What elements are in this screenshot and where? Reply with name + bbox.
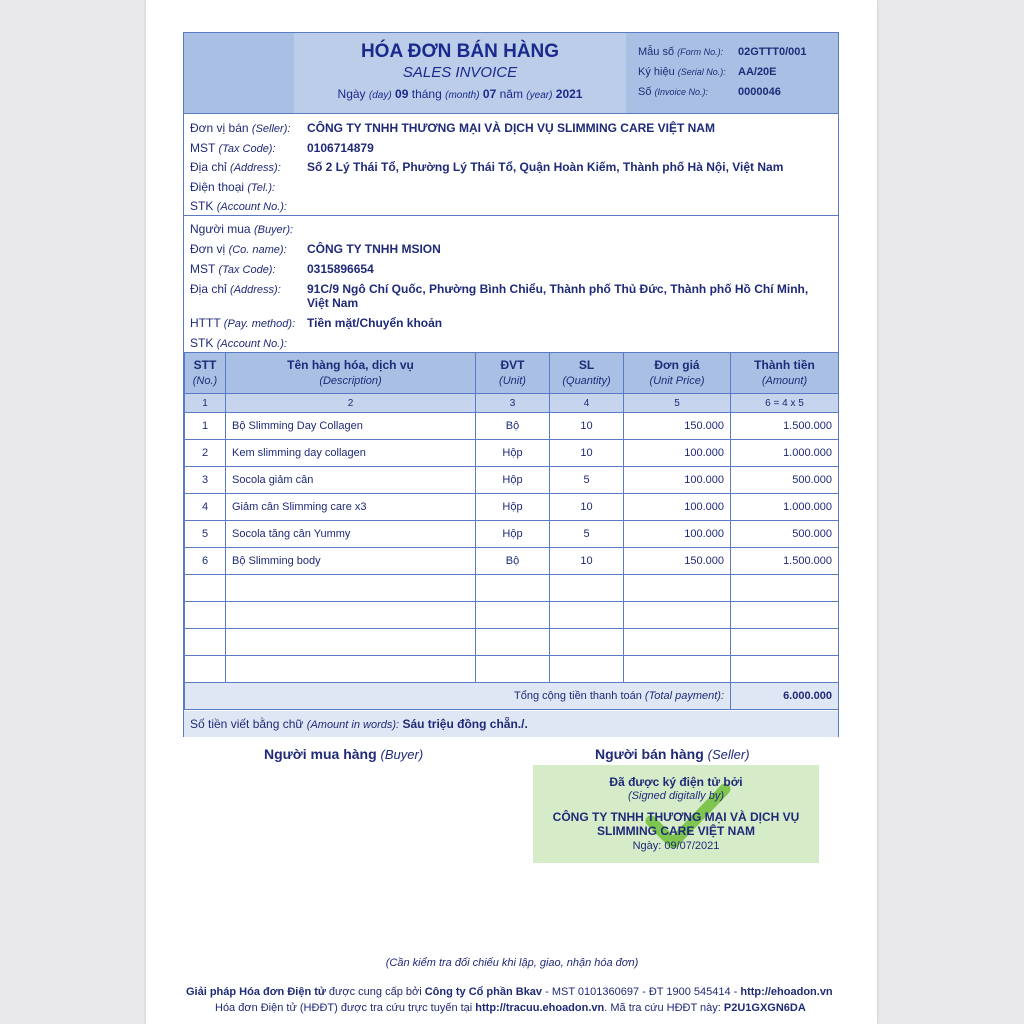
empty-row bbox=[185, 575, 839, 602]
seller-address: Số 2 Lý Thái Tổ, Phường Lý Thái Tổ, Quận Hoàn Kiếm, Thành phố Hà Nội, Việt Nam bbox=[307, 160, 784, 174]
cell-amount: 1.500.000 bbox=[731, 413, 839, 440]
total-row bbox=[185, 683, 839, 710]
buyer-label-row: Người mua (Buyer): bbox=[190, 222, 294, 236]
seller-section bbox=[184, 114, 838, 216]
cell-no: 2 bbox=[185, 440, 226, 467]
table-row bbox=[185, 467, 839, 494]
cell-desc: Socola giảm cân bbox=[226, 467, 476, 494]
buyer-tax: 0315896654 bbox=[307, 262, 374, 276]
stamp-date: Ngày: 09/07/2021 bbox=[632, 840, 720, 852]
buyer-section bbox=[184, 216, 838, 352]
cell-price: 100.000 bbox=[624, 440, 731, 467]
cell-desc: Kem slimming day collagen bbox=[226, 440, 476, 467]
seller-name-row: Đơn vị bán (Seller): bbox=[190, 121, 291, 135]
header-left-box bbox=[184, 33, 294, 113]
cell-amount: 500.000 bbox=[731, 521, 839, 548]
buyer-pay-row: HTTT (Pay. method): bbox=[190, 316, 296, 330]
tracuu-link[interactable]: http://tracuu.ehoadon.vn bbox=[475, 1002, 605, 1014]
cell-desc: Giảm cân Slimming care x3 bbox=[226, 494, 476, 521]
empty-row bbox=[185, 629, 839, 656]
table-row bbox=[185, 440, 839, 467]
seller-signature-label: Người bán hàng (Seller) bbox=[595, 746, 750, 762]
buyer-address-row: Địa chỉ (Address): bbox=[190, 282, 281, 296]
cell-qty: 10 bbox=[550, 440, 624, 467]
invoice-header bbox=[184, 33, 838, 114]
title-en: SALES INVOICE bbox=[402, 64, 518, 81]
invoice-frame bbox=[183, 32, 839, 737]
invoice-no: Số (Invoice No.): 0000046 bbox=[638, 86, 781, 98]
cell-unit: Hộp bbox=[476, 467, 550, 494]
cell-qty: 5 bbox=[550, 521, 624, 548]
col-header-no: STT (No.) bbox=[185, 353, 226, 394]
buyer-pay-method: Tiền mặt/Chuyển khoản bbox=[307, 316, 443, 330]
col-header-unit: ĐVT (Unit) bbox=[476, 353, 550, 394]
cell-no: 5 bbox=[185, 521, 226, 548]
index-cell: 2 bbox=[226, 394, 476, 413]
ehoadon-link[interactable]: http://ehoadon.vn bbox=[740, 986, 833, 998]
cell-qty: 10 bbox=[550, 494, 624, 521]
seller-name: CÔNG TY TNHH THƯƠNG MẠI VÀ DỊCH VỤ SLIMMING CARE VIỆT NAM bbox=[307, 121, 715, 135]
footer-provider: Giải pháp Hóa đơn Điện tử được cung cấp bởi Công ty Cổ phần Bkav - MST 0101360697 - ĐT 1900 545414 - http://ehoadon.vn bbox=[186, 986, 833, 998]
title-block bbox=[294, 33, 626, 113]
cell-no: 4 bbox=[185, 494, 226, 521]
digital-signature-stamp bbox=[533, 765, 819, 863]
cell-no: 3 bbox=[185, 467, 226, 494]
cell-no: 1 bbox=[185, 413, 226, 440]
table-row bbox=[185, 494, 839, 521]
buyer-address-line1: 91C/9 Ngô Chí Quốc, Phường Bình Chiểu, Thành phố Thủ Đức, Thành phố Hồ Chí Minh, bbox=[307, 282, 809, 296]
table-header-row bbox=[185, 353, 839, 394]
seller-tax-row: MST (Tax Code): bbox=[190, 141, 276, 155]
cell-unit: Hộp bbox=[476, 521, 550, 548]
cell-amount: 1.500.000 bbox=[731, 548, 839, 575]
table-row bbox=[185, 413, 839, 440]
cell-price: 100.000 bbox=[624, 494, 731, 521]
buyer-co-row: Đơn vị (Co. name): bbox=[190, 242, 287, 256]
index-cell: 5 bbox=[624, 394, 731, 413]
cell-unit: Bộ bbox=[476, 413, 550, 440]
index-cell: 6 = 4 x 5 bbox=[731, 394, 839, 413]
empty-row bbox=[185, 602, 839, 629]
seller-account-row: STK (Account No.): bbox=[190, 199, 287, 213]
buyer-account-row: STK (Account No.): bbox=[190, 336, 287, 350]
invoice-meta bbox=[636, 43, 836, 103]
col-header-desc: Tên hàng hóa, dịch vụ (Description) bbox=[226, 353, 476, 394]
cell-price: 100.000 bbox=[624, 467, 731, 494]
stamp-signed-by-en: (Signed digitally by) bbox=[628, 790, 724, 802]
cell-unit: Hộp bbox=[476, 494, 550, 521]
stamp-signed-by: Đã được ký điện tử bởi bbox=[609, 775, 743, 789]
amount-in-words: Số tiền viết bằng chữ (Amount in words): Sáu triệu đồng chẵn./. bbox=[184, 711, 838, 737]
buyer-signature-label: Người mua hàng (Buyer) bbox=[264, 746, 424, 762]
cell-amount: 1.000.000 bbox=[731, 440, 839, 467]
table-row bbox=[185, 521, 839, 548]
stamp-company: CÔNG TY TNHH THƯƠNG MẠI VÀ DỊCH VỤ SLIMMING CARE VIỆT NAM bbox=[552, 810, 800, 838]
lookup-code: P2U1GXGN6DA bbox=[723, 1002, 806, 1014]
cell-unit: Bộ bbox=[476, 548, 550, 575]
cell-qty: 10 bbox=[550, 413, 624, 440]
cell-price: 100.000 bbox=[624, 521, 731, 548]
cell-price: 150.000 bbox=[624, 413, 731, 440]
empty-row bbox=[185, 656, 839, 683]
title-vn: HÓA ĐƠN BÁN HÀNG bbox=[360, 41, 560, 62]
seller-address-row: Địa chỉ (Address): bbox=[190, 160, 281, 174]
seller-phone-row: Điện thoại (Tel.): bbox=[190, 180, 276, 194]
cell-no: 6 bbox=[185, 548, 226, 575]
cell-desc: Bộ Slimming body bbox=[226, 548, 476, 575]
col-header-price: Đơn giá (Unit Price) bbox=[624, 353, 731, 394]
table-index-row bbox=[185, 394, 839, 413]
invoice-date: Ngày (day) 09 tháng (month) 07 năm (year) 2021 bbox=[337, 87, 583, 101]
buyer-tax-row: MST (Tax Code): bbox=[190, 262, 276, 276]
index-cell: 4 bbox=[550, 394, 624, 413]
table-row bbox=[185, 548, 839, 575]
buyer-co-name: CÔNG TY TNHH MSION bbox=[307, 242, 441, 256]
cell-amount: 1.000.000 bbox=[731, 494, 839, 521]
seller-tax: 0106714879 bbox=[307, 141, 374, 155]
footer-lookup: Hóa đơn Điện tử (HĐĐT) được tra cứu trực tuyến tại http://tracuu.ehoadon.vn. Mã tra cứu HĐĐT này: P2U1GXGN6DA bbox=[215, 1002, 806, 1014]
cell-price: 150.000 bbox=[624, 548, 731, 575]
cell-qty: 5 bbox=[550, 467, 624, 494]
index-cell: 1 bbox=[185, 394, 226, 413]
total-label: Tổng cộng tiền thanh toán (Total payment): bbox=[185, 683, 731, 710]
cell-desc: Bộ Slimming Day Collagen bbox=[226, 413, 476, 440]
serial-no: Ký hiệu (Serial No.): AA/20E bbox=[638, 66, 777, 78]
col-header-qty: SL (Quantity) bbox=[550, 353, 624, 394]
index-cell: 3 bbox=[476, 394, 550, 413]
items-table bbox=[184, 352, 839, 710]
cell-unit: Hộp bbox=[476, 440, 550, 467]
col-header-amount: Thành tiền (Amount) bbox=[731, 353, 839, 394]
cell-qty: 10 bbox=[550, 548, 624, 575]
cell-desc: Socola tăng cân Yummy bbox=[226, 521, 476, 548]
form-no: Mẫu số (Form No.): 02GTTT0/001 bbox=[638, 46, 807, 58]
cell-amount: 500.000 bbox=[731, 467, 839, 494]
footer-note: (Cần kiểm tra đối chiếu khi lập, giao, nhận hóa đơn) bbox=[385, 957, 639, 969]
total-amount: 6.000.000 bbox=[731, 683, 839, 710]
buyer-address-line2: Việt Nam bbox=[307, 296, 359, 310]
